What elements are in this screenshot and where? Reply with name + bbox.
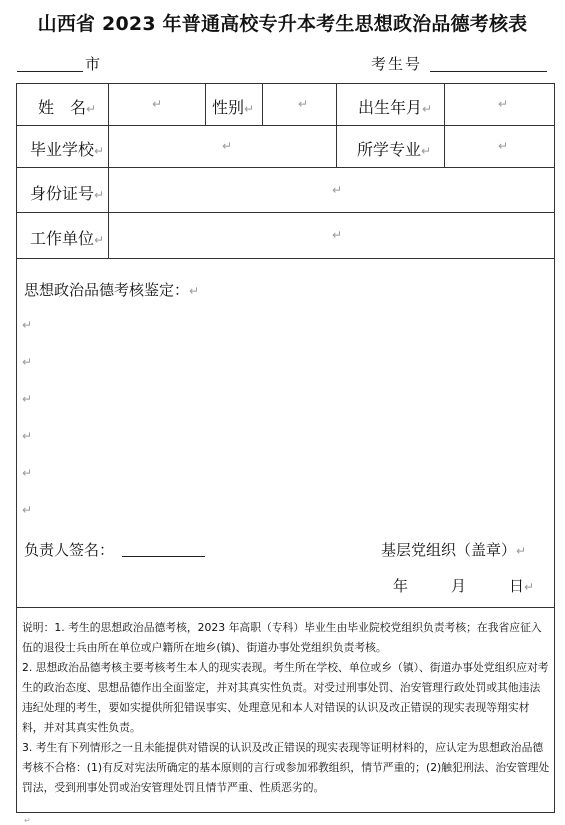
work-label-text: 工作单位 — [30, 229, 95, 248]
signature-blank[interactable] — [122, 541, 205, 557]
party-org-seal-text: 基层党组织（盖章） — [381, 541, 517, 559]
end-paragraph-mark: ↵ — [24, 816, 31, 825]
empty-paragraph-mark[interactable]: ↵ — [22, 392, 33, 406]
column-divider — [262, 83, 263, 125]
school-field[interactable]: ↵ — [222, 139, 233, 153]
return-mark: ↵ — [422, 102, 433, 116]
column-divider — [336, 83, 337, 167]
return-mark: ↵ — [94, 188, 105, 202]
birth-field[interactable]: ↵ — [498, 97, 509, 111]
id-label — [30, 181, 104, 204]
assessment-title-text: 思想政治品德考核鉴定： — [24, 281, 190, 299]
assessment-section-title — [24, 279, 199, 300]
id-field[interactable]: ↵ — [332, 183, 343, 197]
row-divider — [16, 212, 555, 213]
return-mark: ↵ — [524, 580, 535, 594]
exam-number-blank[interactable] — [430, 55, 547, 72]
id-label-text: 身份证号 — [30, 184, 95, 203]
party-org-seal-label — [381, 539, 526, 560]
column-divider — [444, 83, 445, 167]
signature-label: 负责人签名： — [24, 541, 115, 559]
school-label — [30, 137, 104, 160]
name-field[interactable]: ↵ — [152, 97, 163, 111]
instructions-notes — [22, 618, 550, 798]
major-label — [357, 137, 431, 160]
major-field[interactable]: ↵ — [498, 139, 509, 153]
birth-label — [358, 95, 432, 118]
major-label-text: 所学专业 — [357, 140, 422, 159]
exam-number-label: 考生号 — [371, 55, 423, 73]
work-label — [30, 226, 104, 249]
date-year-label: 年 — [393, 577, 409, 595]
gender-label — [212, 95, 254, 118]
school-label-text: 毕业学校 — [30, 140, 95, 159]
form-title: 山西省 2023 年普通高校专升本考生思想政治品德考核表 — [37, 13, 528, 35]
empty-paragraph-mark[interactable]: ↵ — [22, 429, 33, 443]
name-label-text: 姓 名 — [38, 98, 87, 117]
return-mark: ↵ — [421, 144, 432, 158]
gender-field[interactable]: ↵ — [298, 97, 309, 111]
row-divider — [16, 258, 555, 259]
return-mark: ↵ — [94, 144, 105, 158]
note-item: 2. 思想政治品德考核主要考核考生本人的现实表现。考生所在学校、单位或乡（镇）、街道办事处党组织应对考生的政治态度、思想品德作出全面鉴定，并对其真实性负责。对受过刑事处罚、治安管理行政处罚或其他违法违纪处理的考生，要如实提供所犯错误事实、处理意见和本人对错误的认识及改正错误的现实表现等翔实材料，并对其真实性负责。 — [22, 661, 549, 734]
column-divider — [205, 83, 206, 125]
row-divider — [16, 607, 555, 608]
note-item: 说明：1. 考生的思想政治品德考核，2023 年高职（专科）毕业生由毕业院校党组织负责考核；在我省应征入伍的退役士兵由所在单位或户籍所在地乡(镇)、街道办事处党组织负责考核。 — [22, 621, 542, 654]
city-blank[interactable] — [17, 55, 83, 72]
return-mark: ↵ — [86, 102, 97, 116]
empty-paragraph-mark[interactable]: ↵ — [22, 466, 33, 480]
row-divider — [16, 125, 555, 126]
return-mark: ↵ — [94, 233, 105, 247]
return-mark: ↵ — [516, 544, 527, 558]
column-divider — [108, 83, 109, 258]
date-day-text: 日 — [509, 577, 525, 595]
city-label: 市 — [85, 55, 101, 73]
return-mark: ↵ — [244, 102, 255, 116]
date-month-label: 月 — [451, 577, 467, 595]
note-item: 3. 考生有下列情形之一且未能提供对错误的认识及改正错误的现实表现等证明材料的，应认定为思想政治品德考核不合格：(1)有反对宪法所确定的基本原则的言行或参加邪教组织，情节严重的；(2)触犯刑法、治安管理处罚法，受到刑事处罚或治安管理处罚且情节严重、性质恶劣的。 — [22, 741, 550, 794]
empty-paragraph-mark[interactable]: ↵ — [22, 503, 33, 517]
row-divider — [16, 167, 555, 168]
empty-paragraph-mark[interactable]: ↵ — [22, 355, 33, 369]
gender-label-text: 性别 — [212, 98, 245, 117]
birth-label-text: 出生年月 — [358, 98, 423, 117]
return-mark: ↵ — [189, 284, 200, 298]
work-field[interactable]: ↵ — [332, 228, 343, 242]
name-label — [38, 95, 96, 118]
date-day-label — [509, 575, 534, 596]
empty-paragraph-mark[interactable]: ↵ — [22, 318, 33, 332]
